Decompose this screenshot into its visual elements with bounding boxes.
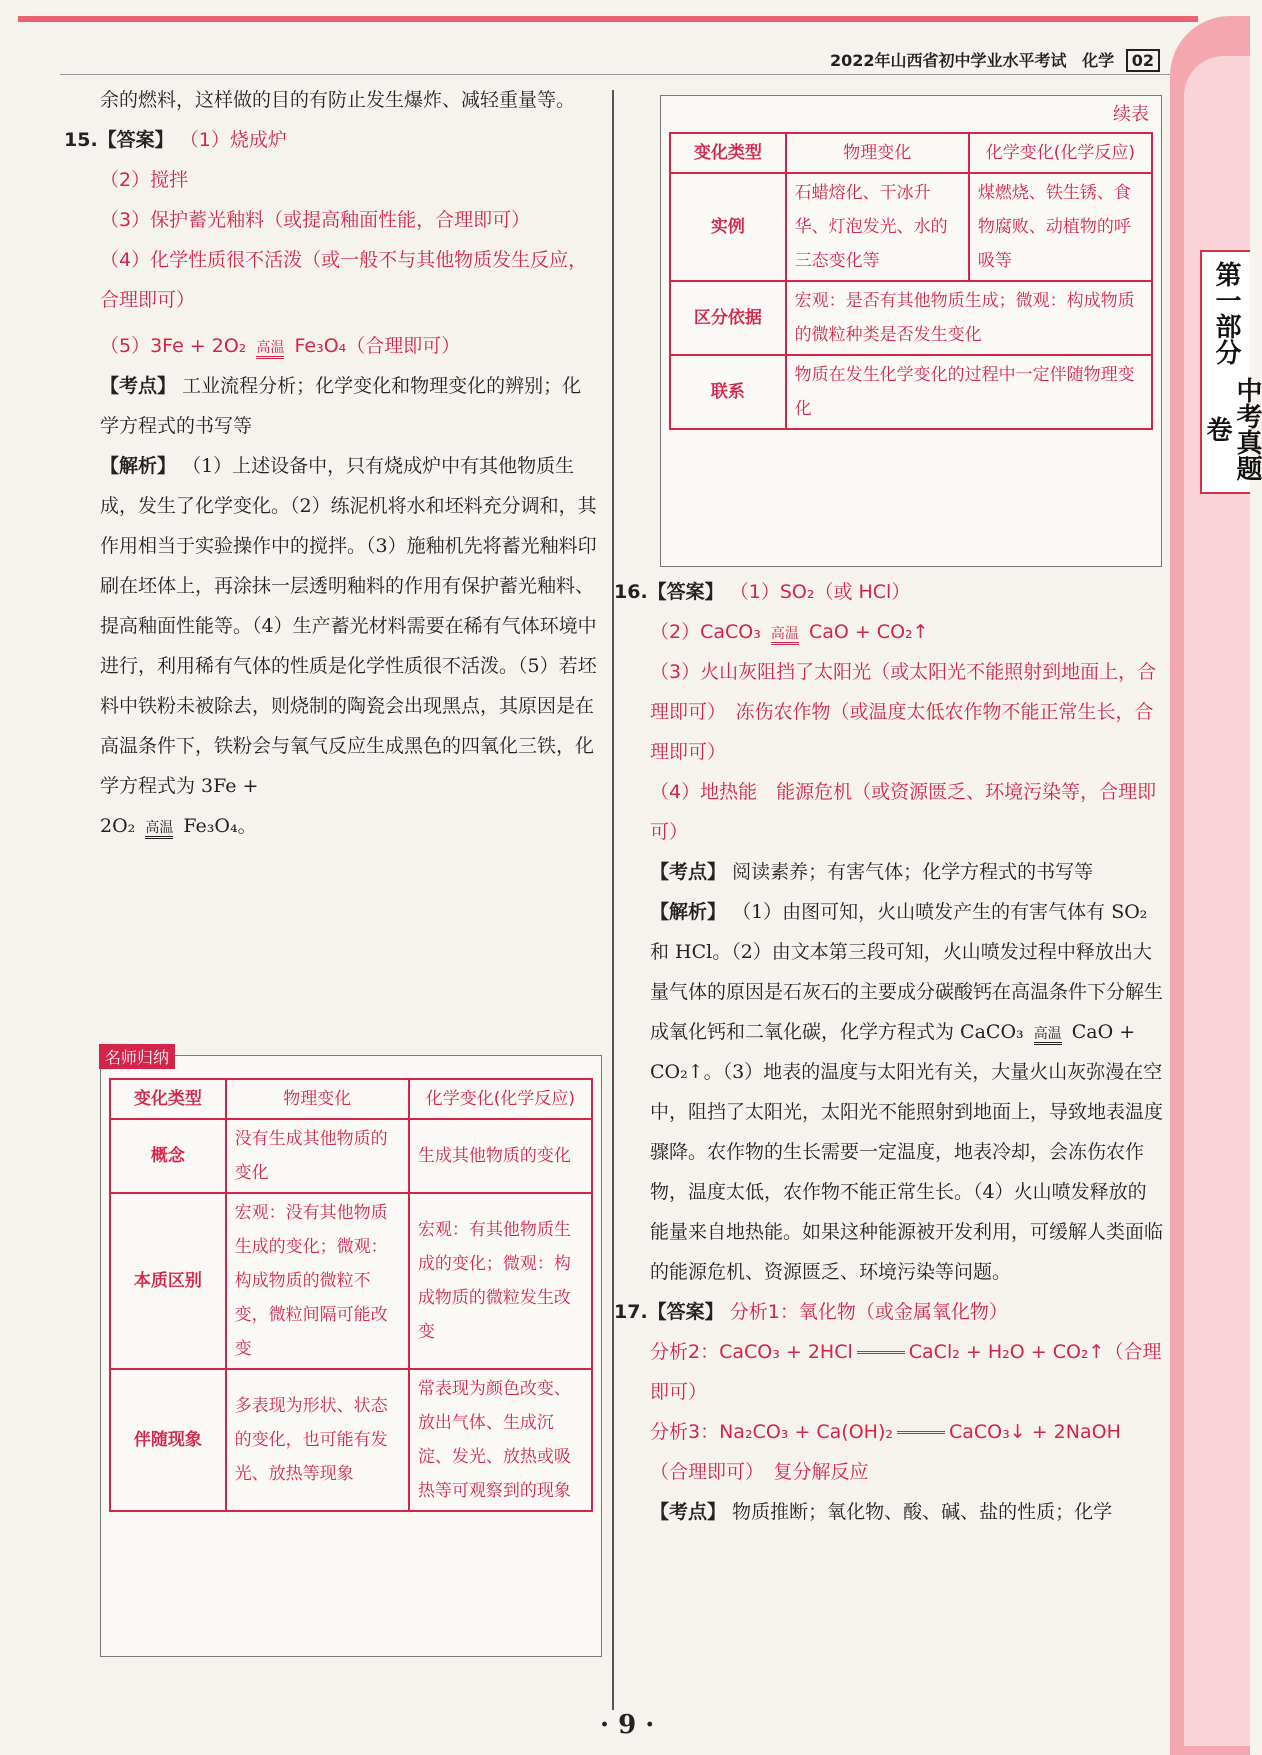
lt-row-chem: 宏观：有其他物质生成的变化；微观：构成物质的微粒发生改变	[409, 1193, 592, 1369]
q16-jiexi-cond: 高温	[1034, 1026, 1062, 1045]
lt-row-phys: 没有生成其他物质的变化	[226, 1119, 409, 1193]
subject-label: 化学	[1082, 51, 1115, 70]
page-code: 02	[1126, 49, 1160, 72]
side-section-tab	[1200, 250, 1262, 494]
q16-a2-cond: 高温	[771, 626, 799, 645]
q16-jiexi-2: CaO + CO₂↑。（3）地表的温度与太阳光有关，大量火山灰弥漫在空中，阻挡了太阳光，太阳光不能照射到地面上，导致地表温度骤降。农作物的生长需要一定温度，地表冷却，会冻伤农作物，温度太低，农作物不能正常生长。（4）火山喷发释放的能量来自地热能。如果这种能源被开发利用，可缓解人类面临的能源危机、资源匮乏、环境污染等问题。	[650, 1021, 1164, 1283]
exam-title: 2022年山西省初中学业水平考试	[830, 51, 1067, 70]
q17-a2	[650, 1332, 1165, 1412]
lt-header-type: 变化类型	[110, 1079, 226, 1119]
lt-row-chem: 生成其他物质的变化	[409, 1119, 592, 1193]
intro-text: 余的燃料，这样做的目的有防止发生爆炸、减轻重量等。	[100, 89, 576, 111]
rt-row-name: 联系	[670, 355, 786, 429]
q17-kaodian-label: 【考点】	[650, 1501, 727, 1523]
q16-kaodian-label: 【考点】	[650, 861, 727, 883]
rt-row-name: 区分依据	[670, 281, 786, 355]
q17-kaodian: 物质推断；氧化物、酸、碱、盐的性质；化学	[732, 1501, 1113, 1523]
q15-answer-label: 【答案】	[97, 129, 174, 151]
q15-jiexi: （1）上述设备中，只有烧成炉中有其他物质生成，发生了化学变化。（2）练泥机将水和坯料充分调和，其作用相当于实验操作中的搅拌。（3）施釉机先将蓄光釉料印刷在坯体上，再涂抹一层透明釉料的作用有保护蓄光釉料、提高釉面性能等。（4）生产蓄光材料需要在稀有气体环境中进行，利用稀有气体的性质是化学性质很不活泼。（5）若坯料中铁粉未被除去，则烧制的陶瓷会出现黑点，其原因是在高温条件下，铁粉会与氧气反应生成黑色的四氧化三铁，化学方程式为 3Fe +	[100, 455, 597, 797]
q17-a3-tail: （合理即可） 复分解反应	[650, 1461, 869, 1483]
q15-jiexi-eq-pre: 2O₂	[100, 815, 136, 837]
rt-row-merged: 宏观：是否有其他物质生成；微观：构成物质的微粒种类是否发生变化	[786, 281, 1152, 355]
summary-table-box	[100, 1048, 602, 1657]
q16-a3: （3）火山灰阻挡了太阳光（或太阳光不能照射到地面上，合理即可） 冻伤农作物（或温度太低农作物不能正常生长，合理即可）	[650, 661, 1157, 763]
q15-a5-pre: （5）3Fe + 2O₂	[100, 335, 247, 357]
q16-kaodian: 阅读素养；有害气体；化学方程式的书写等	[732, 861, 1094, 883]
q15-kaodian-label: 【考点】	[100, 375, 177, 397]
lt-row-chem: 常表现为颜色改变、放出气体、生成沉淀、发光、放热或吸热等可观察到的现象	[409, 1369, 592, 1511]
lt-header-chem: 化学变化(化学反应)	[409, 1079, 592, 1119]
left-column	[64, 80, 600, 846]
side-tab-part: 第一部分	[1211, 261, 1241, 365]
lt-row-name: 伴随现象	[110, 1369, 226, 1511]
page-header	[830, 48, 1160, 72]
q17-a2-pre: 分析2：CaCO₃ + 2HCl	[650, 1341, 853, 1363]
continued-table-box	[660, 95, 1162, 567]
lt-row-phys: 多表现为形状、状态的变化，也可能有发光、放热等现象	[226, 1369, 409, 1511]
q16-jiexi-arrow	[1030, 1026, 1066, 1043]
q16-answer-label: 【答案】	[647, 581, 724, 603]
lt-header-phys: 物理变化	[226, 1079, 409, 1119]
q15-kaodian: 工业流程分析；化学变化和物理变化的辨别；化学方程式的书写等	[100, 375, 582, 437]
q16-a1: （1）SO₂（或 HCl）	[729, 581, 911, 603]
q17-a3	[650, 1412, 1165, 1452]
right-column	[614, 572, 1165, 1532]
q15-a5-cond: 高温	[256, 340, 284, 359]
q15-jiexi-label: 【解析】	[100, 455, 177, 477]
q16-a4: （4）地热能 能源危机（或资源匮乏、环境污染等，合理即可）	[650, 781, 1157, 843]
q15-a5	[100, 326, 600, 366]
continued-table	[669, 132, 1153, 430]
rt-row-merged: 物质在发生化学变化的过程中一定伴随物理变化	[786, 355, 1152, 429]
q15-jiexi-eq	[100, 806, 600, 846]
summary-tag: 名师归纳	[99, 1044, 175, 1069]
column-divider	[612, 90, 614, 1710]
rt-header-phys: 物理变化	[786, 133, 969, 173]
q17-a3-pre: 分析3：Na₂CO₃ + Ca(OH)₂	[650, 1421, 893, 1443]
q17-a1: 分析1：氧化物（或金属氧化物）	[729, 1301, 1008, 1323]
q16-a2-post: CaO + CO₂↑	[808, 621, 929, 643]
q15-number: 15.	[64, 129, 98, 151]
q16-number: 16.	[614, 581, 648, 603]
q16-a2-pre: （2）CaCO₃	[650, 621, 761, 643]
q17-answer-label: 【答案】	[647, 1301, 724, 1323]
rt-row-name: 实例	[670, 173, 786, 281]
side-tab-section: 中考真题卷	[1202, 377, 1262, 481]
q17-a2-post: CaCl₂ + H₂O + CO₂↑（合理即可）	[650, 1341, 1162, 1403]
q15-a5-arrow	[252, 340, 288, 357]
header-rule	[60, 74, 1170, 75]
rt-header-type: 变化类型	[670, 133, 786, 173]
q17-number: 17.	[614, 1301, 648, 1323]
q15-a3: （3）保护蓄光釉料（或提高釉面性能，合理即可）	[100, 209, 531, 231]
rt-row-phys: 石蜡熔化、干冰升华、灯泡发光、水的三态变化等	[786, 173, 969, 281]
q16-jiexi-label: 【解析】	[650, 901, 727, 923]
q17-a3-equals	[897, 1431, 945, 1434]
rt-header-chem: 化学变化(化学反应)	[969, 133, 1152, 173]
q15-a2: （2）搅拌	[100, 169, 189, 191]
q15-a5-post: Fe₃O₄（合理即可）	[294, 335, 461, 357]
q17-a2-equals	[857, 1351, 905, 1354]
q17-a3-post: CaCO₃↓ + 2NaOH	[949, 1421, 1121, 1443]
lt-row-name: 概念	[110, 1119, 226, 1193]
q15-a1: （1）烧成炉	[179, 129, 287, 151]
page-number: · 9 ·	[600, 1710, 655, 1740]
q15-jiexi-eq-post: Fe₃O₄。	[183, 815, 257, 837]
rt-row-chem: 煤燃烧、铁生锈、食物腐败、动植物的呼吸等	[969, 173, 1152, 281]
q15-jiexi-arrow	[141, 820, 177, 837]
q16-a2-arrow	[767, 626, 803, 643]
top-border	[18, 16, 1198, 22]
q15-jiexi-eq-cond: 高温	[145, 820, 173, 839]
q16-jiexi-1: （1）由图可知，火山喷发产生的有害气体有 SO₂ 和 HCl。（2）由文本第三段可知，火山喷发过程中释放出大量气体的原因是石灰石的主要成分碳酸钙在高温条件下分解生成氧化钙和二氧化碳，化学方程式为 CaCO₃	[650, 901, 1164, 1043]
continued-label: 续表	[1113, 104, 1149, 125]
lt-row-phys: 宏观：没有其他物质生成的变化；微观：构成物质的微粒不变，微粒间隔可能改变	[226, 1193, 409, 1369]
q15-a4: （4）化学性质很不活泼（或一般不与其他物质发生反应，合理即可）	[100, 249, 588, 311]
q16-a2	[650, 612, 1165, 652]
summary-table	[109, 1078, 593, 1512]
lt-row-name: 本质区别	[110, 1193, 226, 1369]
